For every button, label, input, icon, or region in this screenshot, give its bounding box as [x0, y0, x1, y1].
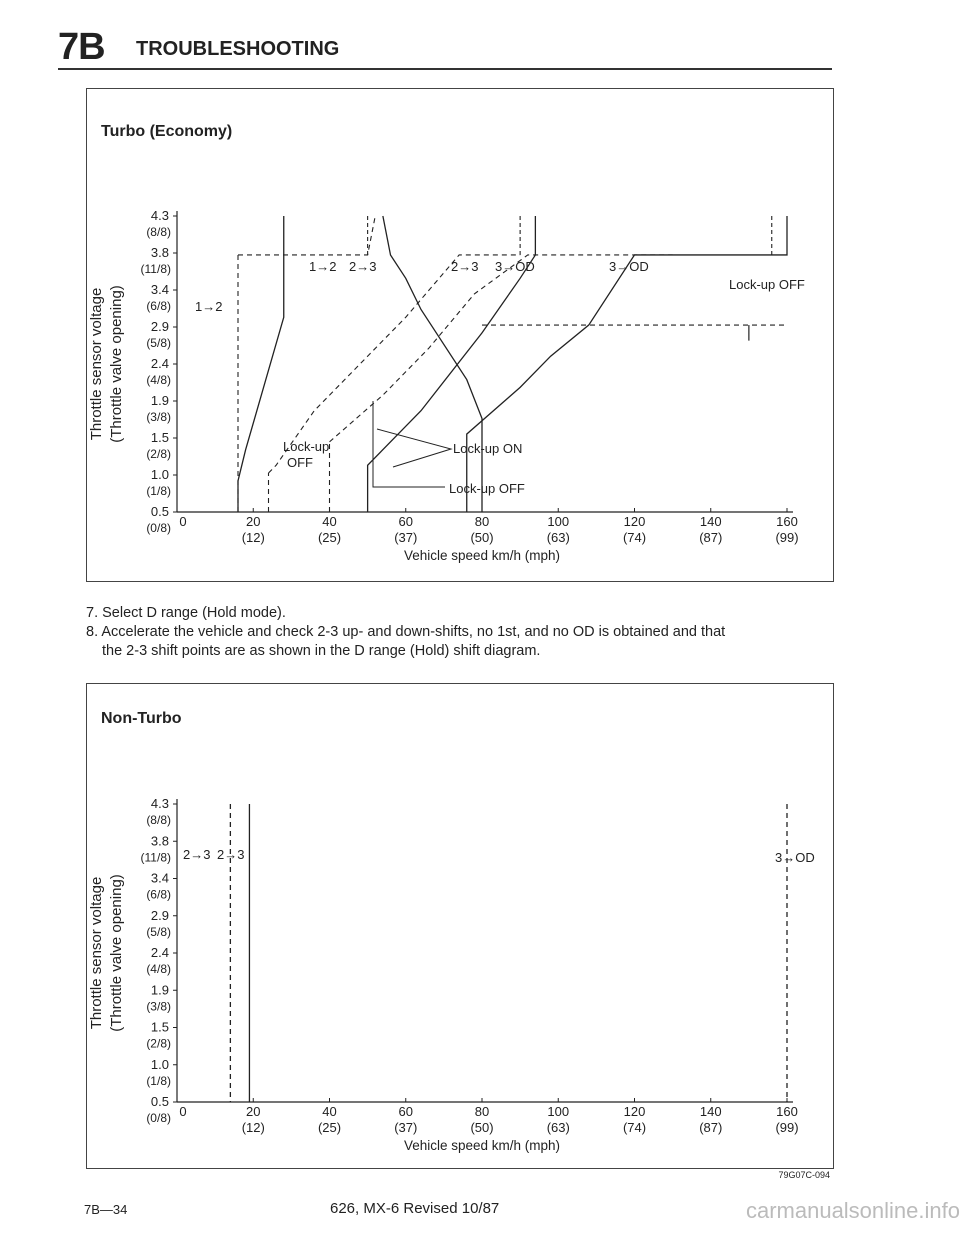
- label-lockup-center: Lock-up: [283, 439, 330, 454]
- y-axis-label: Throttle sensor voltage: [88, 287, 105, 441]
- x-tick-mph: (50): [470, 1120, 494, 1135]
- y-tick-label: 2.4: [150, 356, 169, 371]
- y-axis-label: Throttle sensor voltage: [88, 876, 105, 1030]
- y-tick-opening: (6/8): [146, 299, 171, 313]
- header-rule: [58, 68, 832, 70]
- y-tick-label: 3.4: [150, 282, 169, 297]
- y-tick-opening: (4/8): [146, 962, 171, 976]
- non-turbo-chart-panel: [86, 683, 834, 1169]
- y-tick-opening: (8/8): [146, 225, 171, 239]
- x-tick-label: 80: [474, 514, 490, 529]
- x-tick-label: 0: [179, 514, 187, 529]
- y-tick-label: 1.0: [150, 467, 169, 482]
- y-tick-label: 3.4: [150, 870, 169, 886]
- y-tick-opening: (1/8): [146, 484, 171, 498]
- turbo-chart-panel: [86, 88, 834, 582]
- y-tick-opening: (1/8): [146, 1073, 171, 1088]
- y-tick-opening: (0/8): [146, 1111, 171, 1125]
- x-tick-mph: (25): [317, 530, 342, 545]
- x-tick-mph: (37): [394, 530, 418, 545]
- label-lockup-on: Lock-up ON: [453, 441, 523, 456]
- y-tick-opening: (8/8): [146, 813, 171, 827]
- x-tick-mph: (12): [241, 530, 265, 545]
- x-tick-label: 120: [623, 514, 646, 529]
- label-3-od-upper: 3→OD: [609, 259, 649, 274]
- y-tick-opening: (2/8): [146, 447, 171, 461]
- x-tick-mph: (25): [317, 1120, 342, 1135]
- chart-title: Non-Turbo: [101, 710, 182, 727]
- x-tick-label: 100: [547, 514, 570, 529]
- x-tick-label: 40: [322, 514, 337, 529]
- downshift-od-3-line: [330, 255, 673, 442]
- y-axis-label-2: (Throttle valve opening): [108, 874, 125, 1032]
- x-tick-mph: (99): [775, 530, 799, 545]
- y-tick-opening: (11/8): [140, 262, 171, 276]
- step-8: 8. Accelerate the vehicle and check 2-3 up- and down-shifts, no 1st, and no OD is obtained and that: [86, 624, 726, 640]
- y-tick-opening: (0/8): [146, 521, 171, 535]
- y-tick-label: 2.4: [150, 945, 169, 960]
- x-tick-label: 60: [398, 1104, 413, 1119]
- y-tick-label: 2.9: [150, 907, 169, 923]
- turbo-shift-diagram: [87, 89, 833, 581]
- footer-model: 626, MX-6 Revised 10/87: [330, 1200, 500, 1217]
- label-2-3-upper: 2→3: [451, 259, 479, 274]
- y-tick-label: 0.5: [150, 504, 169, 519]
- y-tick-opening: (4/8): [146, 373, 171, 387]
- y-tick-label: 3.8: [150, 833, 169, 849]
- step-8-cont: the 2-3 shift points are as shown in the D range (Hold) shift diagram.: [102, 643, 541, 659]
- y-tick-opening: (3/8): [146, 410, 171, 424]
- y-tick-label: 4.3: [150, 796, 169, 811]
- x-tick-mph: (12): [241, 1120, 265, 1135]
- label-1-2: 1→2: [195, 299, 223, 314]
- lockup-on-leader: [377, 429, 451, 467]
- x-tick-label: 160: [776, 514, 798, 529]
- instruction-steps: [86, 604, 846, 661]
- label-3-od: 3→OD: [495, 259, 535, 274]
- x-tick-label: 140: [699, 1104, 722, 1119]
- x-tick-mph: (37): [394, 1120, 418, 1135]
- x-tick-label: 160: [776, 1104, 798, 1119]
- label-lockup-off-right: Lock-up OFF: [729, 277, 805, 292]
- chart-title: Turbo (Economy): [101, 123, 233, 140]
- page-number: 7B—34: [84, 1202, 128, 1217]
- x-tick-mph: (99): [775, 1120, 799, 1135]
- y-tick-opening: (11/8): [140, 850, 171, 865]
- section-number: 7B: [58, 26, 105, 68]
- label-2-3: 2→3: [183, 847, 211, 862]
- label-lockup-off-center: OFF: [287, 455, 313, 470]
- x-tick-label: 0: [179, 1104, 187, 1119]
- label-2-3: 2→3: [349, 259, 377, 274]
- x-tick-mph: (63): [546, 1120, 570, 1135]
- x-tick-label: 40: [322, 1104, 337, 1119]
- label-lockup-off: Lock-up OFF: [449, 481, 525, 496]
- y-tick-opening: (3/8): [146, 999, 171, 1014]
- y-tick-label: 4.3: [150, 208, 169, 223]
- x-tick-label: 80: [474, 1104, 490, 1119]
- x-tick-label: 20: [246, 1104, 261, 1119]
- y-tick-opening: (5/8): [146, 924, 171, 939]
- x-tick-mph: (87): [699, 1120, 723, 1135]
- section-title: TROUBLESHOOTING: [136, 38, 340, 60]
- y-tick-label: 2.9: [150, 319, 169, 334]
- figure-reference: 79G07C-094: [778, 1170, 830, 1180]
- x-tick-label: 100: [547, 1104, 570, 1119]
- y-axis-label-2: (Throttle valve opening): [108, 285, 125, 443]
- y-tick-label: 0.5: [150, 1094, 169, 1109]
- watermark: carmanualsonline.info: [745, 1198, 960, 1223]
- label-1-2-upper: 1→2: [309, 259, 337, 274]
- x-tick-mph: (74): [622, 1120, 647, 1135]
- y-tick-opening: (2/8): [146, 1036, 171, 1051]
- y-tick-label: 1.9: [150, 982, 169, 998]
- x-axis-label: Vehicle speed km/h (mph): [403, 548, 561, 563]
- downshift-2-1-line: [238, 216, 375, 255]
- y-tick-label: 1.5: [150, 1019, 169, 1035]
- x-tick-label: 140: [699, 514, 722, 529]
- step-7: 7. Select D range (Hold mode).: [86, 605, 286, 621]
- x-tick-mph: (74): [622, 530, 647, 545]
- y-tick-label: 1.0: [150, 1056, 169, 1072]
- y-tick-label: 3.8: [150, 245, 169, 260]
- x-tick-label: 20: [246, 514, 261, 529]
- x-tick-mph: (63): [546, 530, 570, 545]
- y-tick-label: 1.9: [150, 393, 169, 408]
- label-2-3-upper: 2→3: [217, 847, 245, 862]
- x-tick-mph: (87): [699, 530, 723, 545]
- upshift-1-2-line: [238, 216, 284, 512]
- x-axis-label: Vehicle speed km/h (mph): [403, 1138, 561, 1153]
- x-tick-label: 120: [623, 1104, 646, 1119]
- y-tick-opening: (6/8): [146, 887, 171, 902]
- non-turbo-shift-diagram: [87, 684, 833, 1168]
- x-tick-mph: (50): [470, 530, 494, 545]
- y-tick-label: 1.5: [150, 430, 169, 445]
- x-tick-label: 60: [398, 514, 413, 529]
- label-3-od: 3→OD: [775, 850, 815, 865]
- y-tick-opening: (5/8): [146, 336, 171, 350]
